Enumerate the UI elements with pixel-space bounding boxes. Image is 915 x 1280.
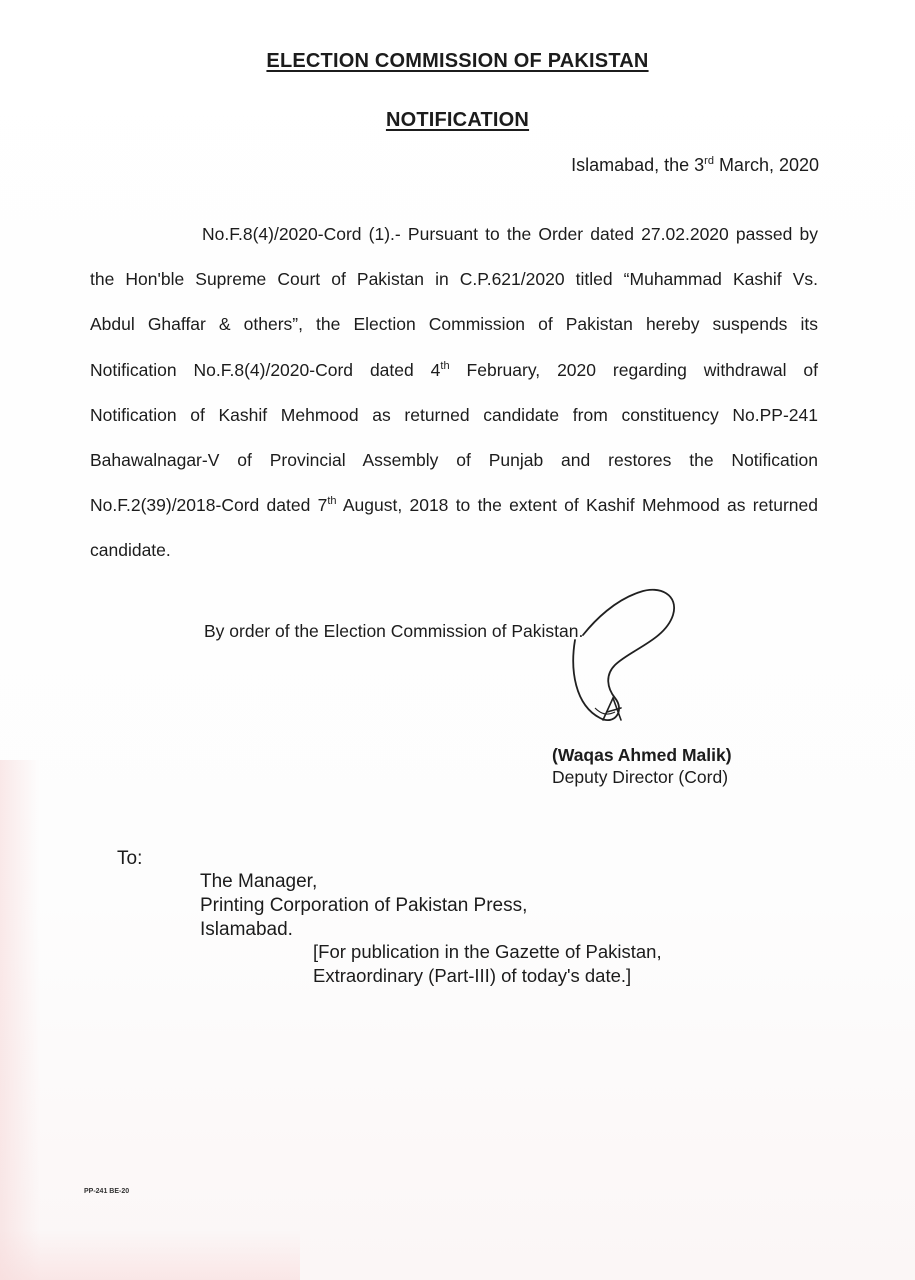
reference-code: PP-241 BE-20: [84, 1188, 130, 1195]
by-order-line: By order of the Election Commission of Pakistan.: [204, 621, 584, 641]
paper-bottom-tint: [0, 1230, 300, 1280]
publication-line: Extraordinary (Part-III) of today's date.]: [313, 965, 632, 986]
signatory-designation: Deputy Director (Cord): [552, 767, 729, 787]
signatory-block: [552, 744, 732, 788]
notification-title: NOTIFICATION: [385, 109, 530, 131]
address-line: Printing Corporation of Pakistan Press,: [200, 895, 528, 916]
date-ordinal: rd: [704, 155, 714, 167]
to-label: To:: [117, 848, 143, 869]
signatory-name: (Waqas Ahmed Malik): [552, 745, 732, 765]
paper-edge-tint: [0, 760, 40, 1280]
publication-note: [313, 940, 662, 988]
date-line: [571, 155, 819, 176]
date-prefix: Islamabad, the 3: [571, 155, 705, 175]
publication-line: [For publication in the Gazette of Pakistan,: [313, 941, 662, 962]
commission-title: ELECTION COMMISSION OF PAKISTAN: [266, 50, 649, 72]
address-line: Islamabad.: [200, 919, 293, 940]
body-part-1: No.F.8(4)/2020-Cord (1).- Pursuant to the Order dated 27.02.2020 passed by the Hon'ble Supreme Court of Pakistan in C.P.621/2020 titled “Muhammad Kashif Vs. Abdul Ghaffar & others”, the Election Commission of Pakistan hereby suspends its Notification No.F.8(4)/2020-Cord dated 4: [90, 224, 818, 380]
address-line: The Manager,: [200, 871, 318, 892]
body-part-3: August, 2018 to the extent of Kashif Mehmood as returned candidate.: [90, 495, 818, 561]
handwritten-signature: [555, 580, 685, 730]
notification-body: [90, 212, 818, 574]
body-part-2: February, 2020 regarding withdrawal of Notification of Kashif Mehmood as returned candidate from constituency No.PP-241 Bahawalnagar-V of Provincial Assembly of Punjab and restores the Notification No.F.2(39)/2018-Cord dated 7: [90, 359, 818, 516]
body-ordinal-1: th: [440, 359, 450, 372]
body-ordinal-2: th: [327, 495, 337, 508]
recipient-address: [200, 870, 527, 942]
date-suffix: March, 2020: [713, 155, 819, 175]
